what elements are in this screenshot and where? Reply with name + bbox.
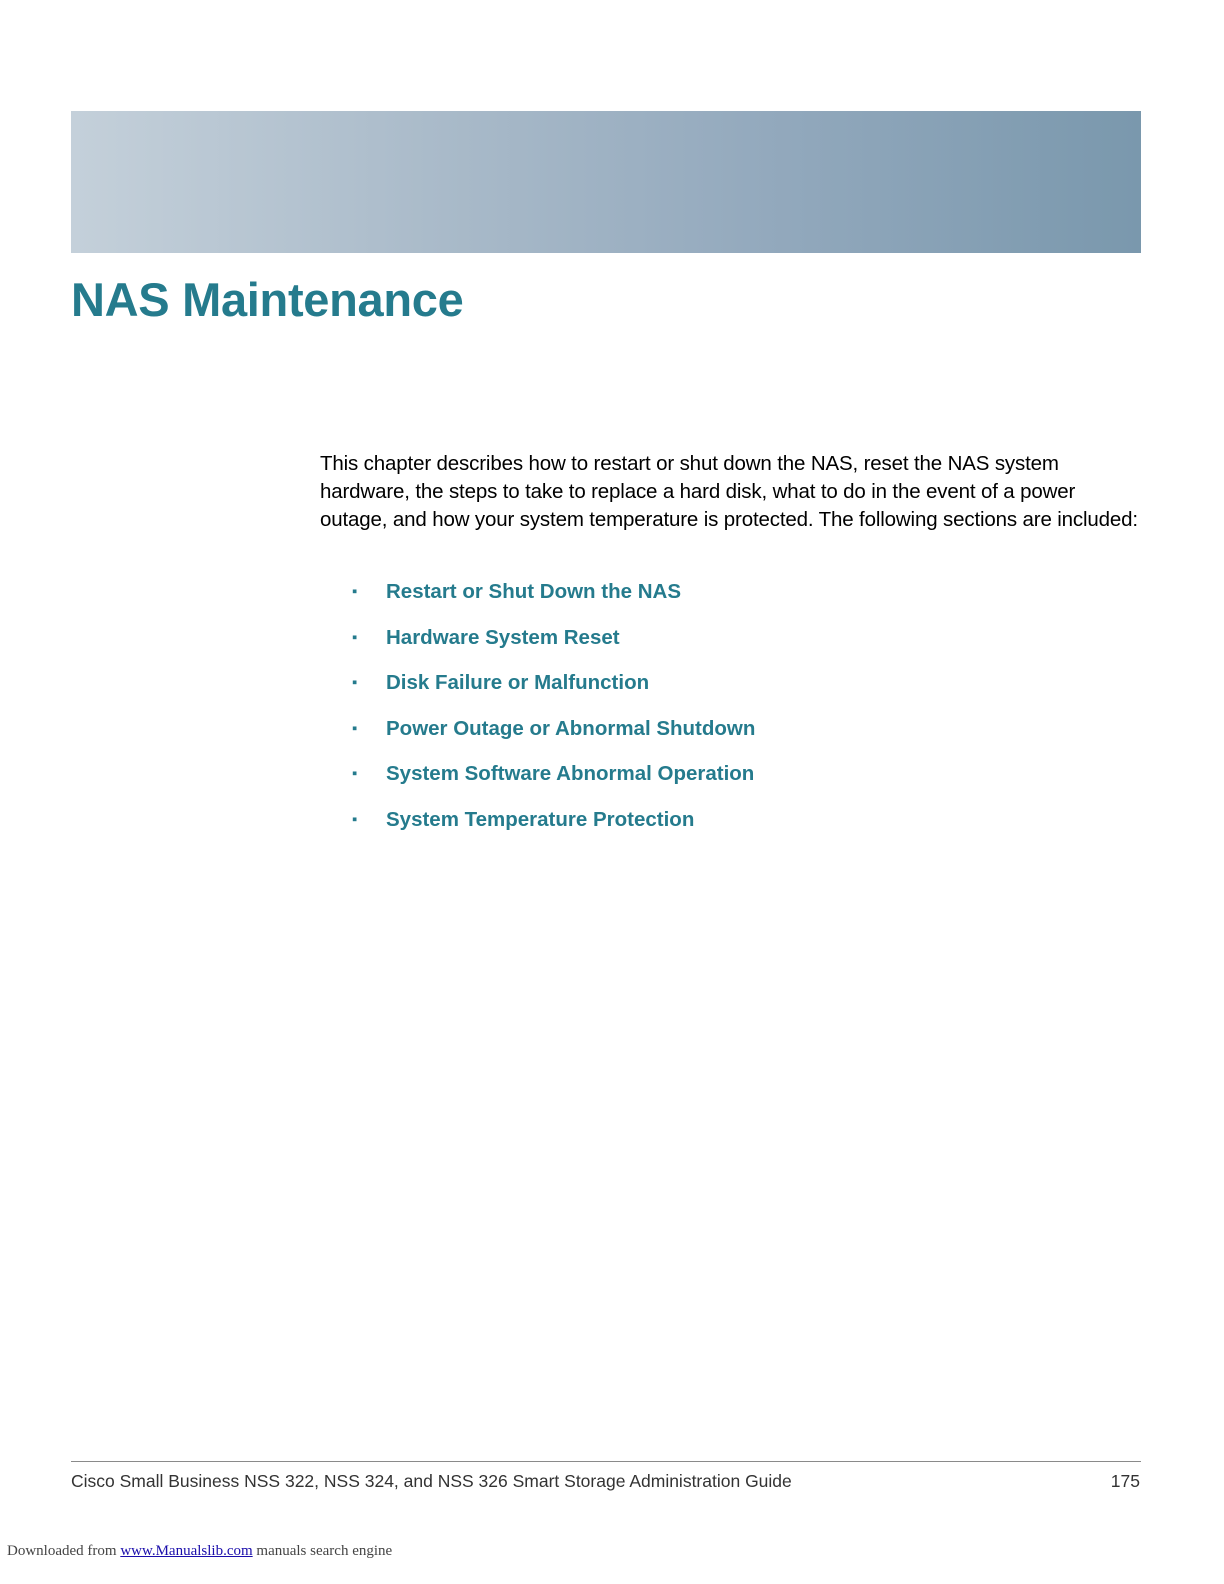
download-note-suffix: manuals search engine xyxy=(256,1543,393,1559)
chapter-banner xyxy=(71,111,1141,253)
link-restart-or-shut-down[interactable]: Restart or Shut Down the NAS xyxy=(386,580,681,603)
link-system-temperature-protection[interactable]: System Temperature Protection xyxy=(386,807,695,831)
page-number: 175 xyxy=(1110,1471,1140,1491)
download-note xyxy=(7,1541,392,1561)
bullet-icon: ▪ xyxy=(352,719,358,737)
manualslib-link[interactable]: www.Manualslib.com xyxy=(120,1543,253,1559)
bullet-icon: ▪ xyxy=(352,583,358,600)
link-power-outage[interactable]: Power Outage or Abnormal Shutdown xyxy=(386,716,756,740)
bullet-icon: ▪ xyxy=(352,765,358,783)
list-item xyxy=(352,806,755,852)
section-links-list xyxy=(352,578,755,852)
bullet-icon: ▪ xyxy=(352,674,358,692)
link-hardware-system-reset[interactable]: Hardware System Reset xyxy=(386,625,620,649)
list-item xyxy=(352,715,755,761)
list-item xyxy=(352,760,755,806)
footer-guide-title: Cisco Small Business NSS 322, NSS 324, and NSS 326 Smart Storage Administration Guide xyxy=(71,1471,792,1491)
download-note-prefix: Downloaded from xyxy=(7,1543,117,1559)
link-system-software-abnormal[interactable]: System Software Abnormal Operation xyxy=(386,762,755,786)
list-item xyxy=(352,578,755,624)
bullet-icon: ▪ xyxy=(352,810,358,828)
list-item xyxy=(352,669,755,715)
bullet-icon: ▪ xyxy=(352,628,358,646)
list-item xyxy=(352,624,755,670)
chapter-title: NAS Maintenance xyxy=(71,273,464,326)
link-disk-failure[interactable]: Disk Failure or Malfunction xyxy=(386,671,650,695)
footer-divider xyxy=(71,1461,1141,1462)
intro-paragraph: This chapter describes how to restart or shut down the NAS, reset the NAS system hardware, the steps to take to replace a hard disk, what to do in the event of a power outage, and how your system temperature is protected. The following sections are included: xyxy=(320,452,1138,531)
